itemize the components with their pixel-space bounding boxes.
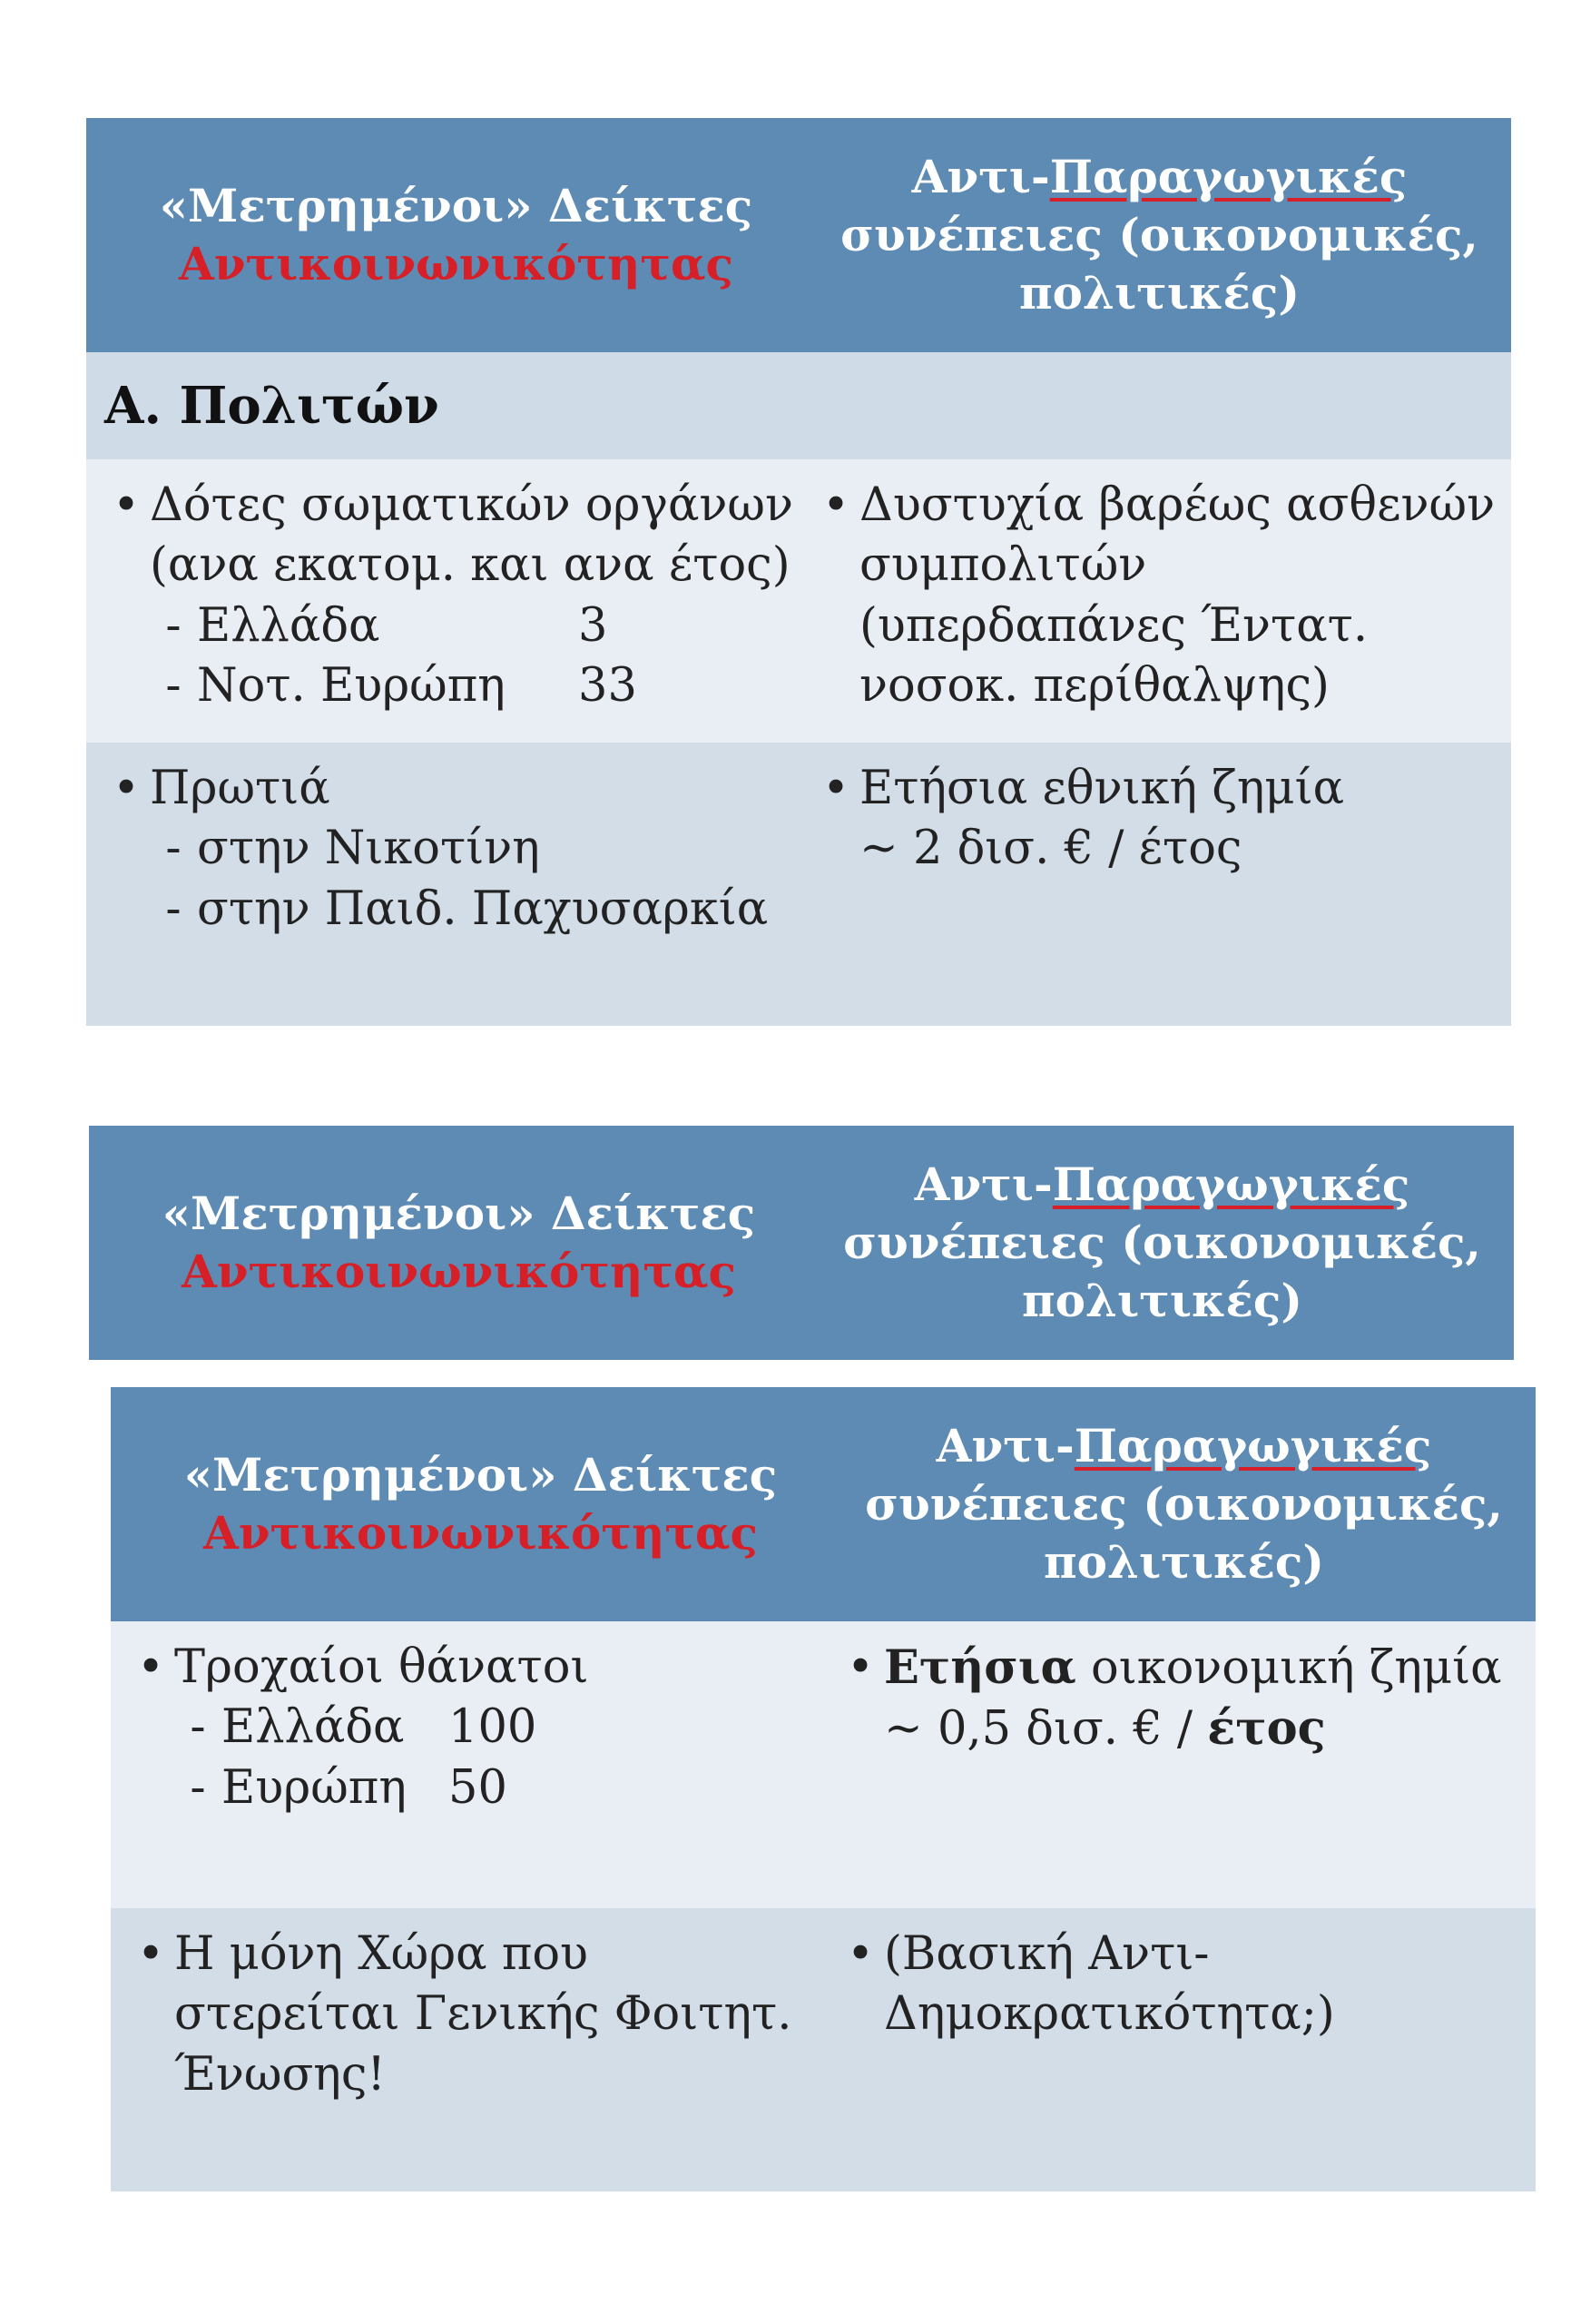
sub-item [103, 596, 801, 656]
sub-item [103, 819, 801, 879]
header-right-line1 [843, 1156, 1481, 1214]
table-header [111, 1387, 1536, 1621]
header-right [810, 1126, 1514, 1360]
table-header [86, 118, 1511, 352]
header-left-line2: Αντικοινωνικότητας [182, 1245, 736, 1298]
dash-icon: - [165, 598, 182, 653]
bullet-icon: • [112, 762, 141, 815]
sub-item [103, 880, 801, 940]
table-row [86, 743, 1511, 1026]
header-right-line3: πολιτικές) [1018, 266, 1300, 320]
plain-text: ~ 0,5 δισ. € / [884, 1702, 1208, 1757]
organ-donors-note: (ανα εκατομ. και ανα έτος) [150, 538, 790, 593]
list-item-text: Τροχαίοι θάνατοι [174, 1640, 589, 1694]
sub-item-value: 33 [578, 658, 637, 713]
dash-icon: - [165, 822, 182, 876]
header-right-prefix: Αντι- [936, 1419, 1075, 1472]
header-right-line2: συνέπειες (οικονομικές, [865, 1477, 1503, 1531]
list-item-cont: Ένωσης! [174, 2047, 386, 2102]
bold-text: Ετήσια [884, 1640, 1076, 1695]
row-left-cell [86, 743, 801, 1026]
list-item-text: Δυστυχία βαρέως ασθενών [859, 478, 1496, 532]
organ-donors-label: Δότες σωματικών οργάνων [150, 478, 794, 532]
table-traffic [111, 1387, 1536, 2191]
table-row [111, 1621, 1536, 1908]
table-citizens [86, 118, 1511, 1026]
sub-item-label: στην Νικοτίνη [197, 822, 540, 876]
row-left-cell [111, 1908, 826, 2191]
sub-item-label: Ελλάδα [197, 598, 380, 653]
row-left-cell [86, 459, 801, 743]
header-right-line2: συνέπειες (οικονομικές, [843, 1216, 1481, 1269]
list-item-text: Ετήσια εθνική ζημία [859, 762, 1345, 815]
sub-item-value: 50 [448, 1760, 507, 1815]
header-right-prefix: Αντι- [911, 150, 1050, 203]
table-row [111, 1908, 1536, 2191]
sub-item [127, 1698, 826, 1758]
list-item [812, 476, 1511, 536]
sub-item [127, 1758, 826, 1818]
bullet-icon: • [136, 1640, 165, 1694]
header-right [832, 1387, 1536, 1621]
plain-text: οικονομική ζημία [1075, 1641, 1502, 1695]
header-left-line2: Αντικοινωνικότητας [203, 1506, 758, 1560]
dash-icon: - [165, 881, 182, 936]
list-item-text: Πρωτιά [150, 762, 330, 815]
header-left [111, 1387, 832, 1621]
header-right-underlined: Παραγωγικές [1074, 1419, 1432, 1472]
list-item [127, 1638, 826, 1698]
row-right-cell [826, 1908, 1536, 2191]
list-item-cont: νοσοκ. περίθαλψης) [859, 658, 1330, 713]
sub-item-label: Νοτ. Ευρώπη [197, 658, 506, 713]
list-item-cont: Δημοκρατικότητα;) [884, 1987, 1335, 2042]
row-left-cell [111, 1621, 826, 1908]
dash-icon: - [190, 1700, 206, 1755]
header-right-underlined: Παραγωγικές [1052, 1157, 1410, 1211]
header-right-underlined: Παραγωγικές [1049, 150, 1408, 203]
row-right-cell [801, 459, 1511, 743]
list-item [103, 759, 801, 819]
list-item-text: (Βασική Αντι- [884, 1927, 1210, 1981]
table-header [89, 1126, 1514, 1360]
list-item [812, 759, 1511, 819]
list-item-cont: στερείται Γενικής Φοιτητ. [174, 1987, 792, 2042]
header-right [808, 118, 1511, 352]
list-item-cont: ~ 2 δισ. € / έτος [859, 822, 1242, 876]
dash-icon: - [190, 1760, 206, 1815]
list-item [837, 1925, 1536, 1984]
list-item [127, 1925, 826, 1984]
header-left-line1: «Μετρημένοι» Δείκτες [162, 1187, 756, 1240]
sub-item-value: 3 [578, 598, 608, 653]
section-title: Α. Πολιτών [86, 352, 1511, 459]
header-left-line2: Αντικοινωνικότητας [179, 237, 733, 290]
bold-text: έτος [1207, 1701, 1326, 1757]
list-item-text [884, 1638, 1502, 1699]
list-item [103, 476, 801, 536]
list-item-cont [837, 1699, 1536, 1759]
table-header-only [89, 1126, 1514, 1360]
header-right-line2: συνέπειες (οικονομικές, [840, 208, 1478, 261]
list-item-text: Η μόνη Χώρα που [174, 1927, 589, 1981]
row-right-cell [826, 1621, 1536, 1908]
sub-item [103, 656, 801, 716]
header-right-line1 [840, 148, 1478, 206]
header-left-line1: «Μετρημένοι» Δείκτες [159, 179, 753, 232]
header-left-line1: «Μετρημένοι» Δείκτες [183, 1448, 778, 1502]
sub-item-label: στην Παιδ. Παχυσαρκία [197, 881, 769, 936]
bullet-icon: • [112, 478, 141, 532]
header-right-line3: πολιτικές) [1021, 1274, 1302, 1327]
bullet-icon: • [821, 478, 850, 532]
header-left [86, 118, 808, 352]
bullet-icon: • [846, 1927, 875, 1981]
list-item-cont: (υπερδαπάνες Έντατ. [859, 598, 1369, 653]
bullet-icon: • [821, 762, 850, 815]
table-row [86, 459, 1511, 743]
header-right-line1 [865, 1417, 1503, 1475]
header-right-prefix: Αντι- [914, 1157, 1053, 1211]
sub-item-value: 100 [448, 1700, 537, 1755]
list-item-cont: συμπολιτών [859, 538, 1147, 593]
list-item [837, 1638, 1536, 1699]
sub-item-label: Ελλάδα [221, 1700, 405, 1755]
header-right-line3: πολιτικές) [1043, 1535, 1324, 1589]
sub-item-label: Ευρώπη [221, 1760, 407, 1815]
header-left [89, 1126, 810, 1360]
row-right-cell [801, 743, 1511, 1026]
dash-icon: - [165, 658, 182, 713]
bullet-icon: • [846, 1640, 875, 1694]
bullet-icon: • [136, 1927, 165, 1981]
